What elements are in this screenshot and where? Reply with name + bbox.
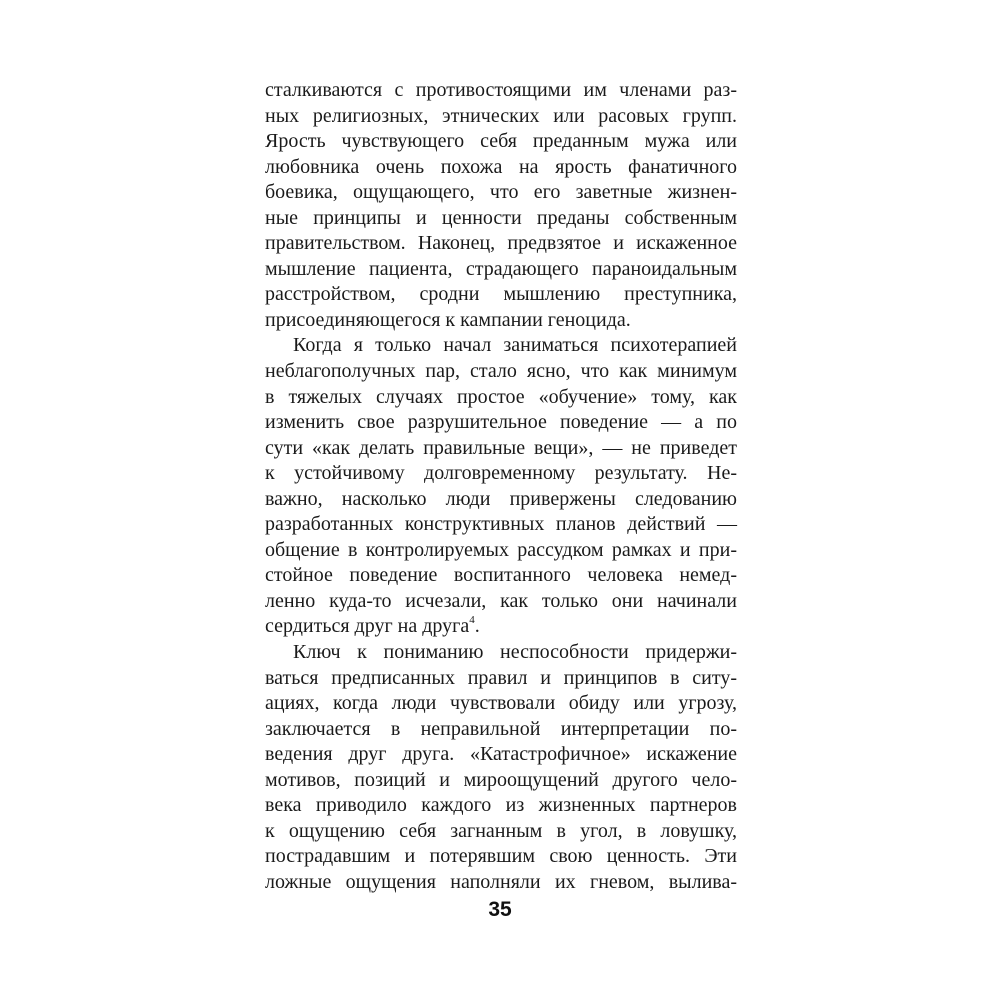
text-line: разработанных конструктивных планов действий — [265, 513, 737, 536]
text-line [265, 614, 737, 640]
text-line: правительством. Наконец, предвзятое и искаженное [265, 232, 737, 255]
text-line-content: сердиться друг на друга [265, 615, 470, 638]
text-line: изменить свое разрушительное поведение — а по [265, 411, 737, 434]
text-line: к ощущению себя загнанным в угол, в ловушку, [265, 819, 737, 842]
text-line: века приводило каждого из жизненных партнеров [265, 794, 737, 817]
text-line: ваться предписанных правил и принципов в ситу- [265, 666, 737, 689]
text-line: присоединяющегося к кампании геноцида. [265, 308, 631, 331]
text-line: ленно куда-то исчезали, как только они начинали [265, 589, 737, 612]
text-line: любовника очень похожа на ярость фанатичного [265, 155, 737, 178]
text-line: ложные ощущения наполняли их гневом, вылива- [265, 870, 737, 893]
text-line: заключается в неправильной интерпретации по- [265, 717, 737, 740]
text-line: сути «как делать правильные вещи», — не приведет [265, 436, 737, 459]
text-line: важно, насколько люди привержены следованию [265, 487, 737, 510]
paragraph-first-line: Ключ к пониманию неспособности придержи- [293, 641, 737, 664]
text-line: стойное поведение воспитанного человека немед- [265, 564, 737, 587]
text-line: Ярость чувствующего себя преданным мужа или [265, 130, 737, 153]
body-text [265, 78, 737, 896]
text-line: боевика, ощущающего, что его заветные жизнен- [265, 181, 737, 204]
text-line: мотивов, позиций и мироощущений другого чело- [265, 768, 737, 791]
text-line: ациях, когда люди чувствовали обиду или угрозу, [265, 692, 737, 715]
page-number: 35 [488, 898, 512, 921]
text-line: ведения друг друга. «Катастрофичное» искажение [265, 743, 737, 766]
text-line: сталкиваются с противостоящими им членами раз- [265, 79, 737, 101]
text-line: пострадавшим и потерявшим свою ценность. Эти [265, 845, 737, 868]
sentence-end: . [474, 615, 480, 638]
text-line: мышление пациента, страдающего параноидальным [265, 257, 737, 280]
text-line: общение в контролируемых рассудком рамках и при- [265, 538, 737, 561]
text-line: неблагополучных пар, стало ясно, что как минимум [265, 360, 737, 383]
text-line: к устойчивому долговременному результату. Не- [265, 462, 737, 485]
footnote-reference: 4 [469, 614, 475, 627]
text-line: в тяжелых случаях простое «обучение» тому, как [265, 385, 737, 408]
text-line: ных религиозных, этнических или расовых групп. [265, 104, 737, 127]
text-line: ные принципы и ценности преданы собственным [265, 206, 737, 229]
paragraph-first-line: Когда я только начал заниматься психотерапией [293, 334, 737, 357]
text-line: расстройством, сродни мышлению преступника, [265, 283, 737, 306]
